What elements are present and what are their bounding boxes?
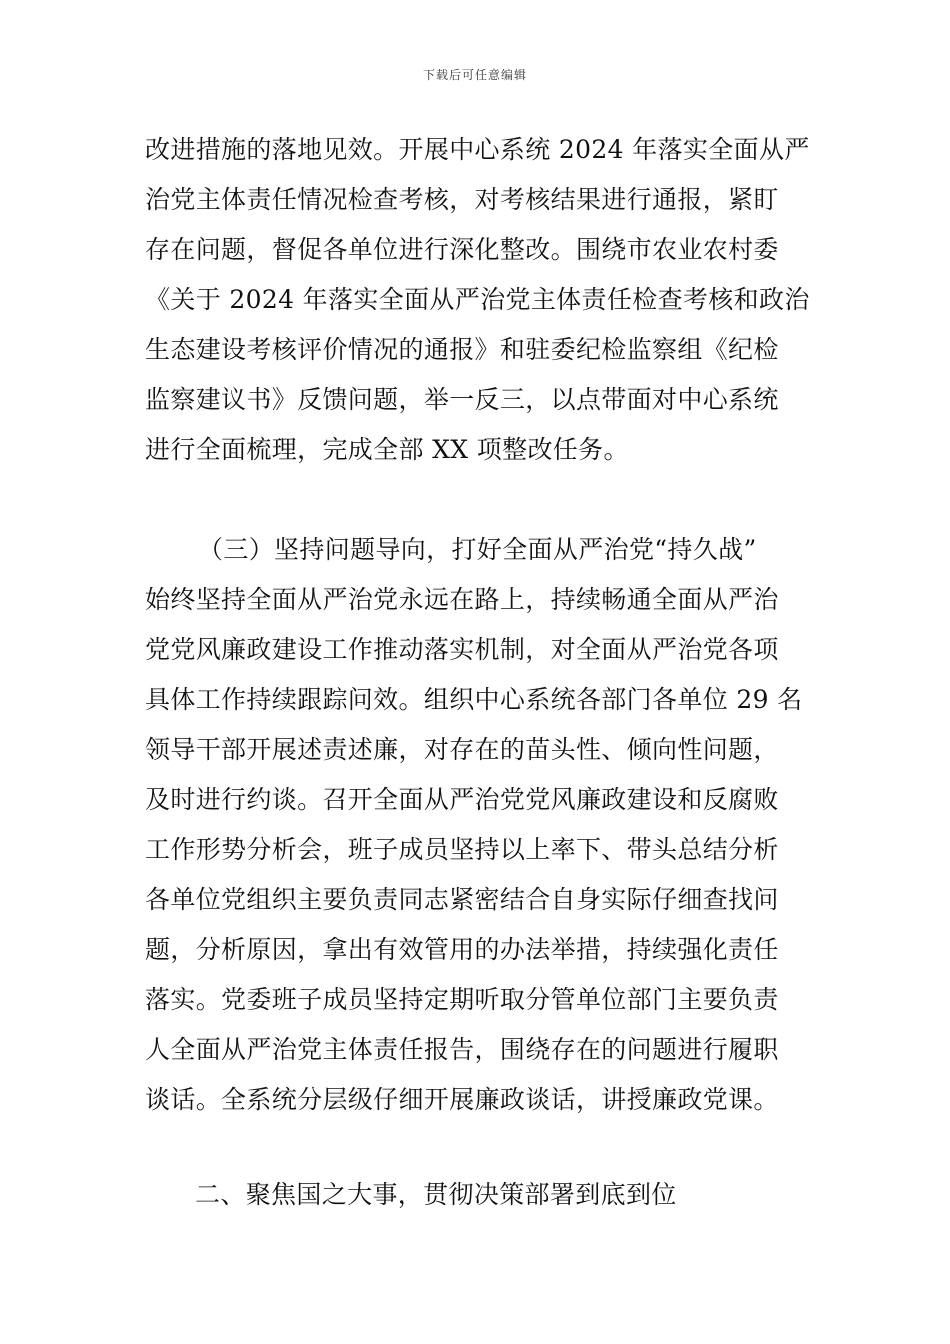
text-line: 工作形势分析会，班子成员坚持以上率下、带头总结分析 bbox=[145, 835, 779, 864]
text-line: 谈话。全系统分层级仔细开展廉政谈话，讲授廉政党课。 bbox=[145, 1085, 779, 1114]
download-editable-note: 下载后可任意编辑 bbox=[422, 68, 527, 82]
text-line: 党党风廉政建设工作推动落实机制，对全面从严治党各项 bbox=[145, 635, 779, 664]
text-line: 具体工作持续跟踪问效。组织中心系统各部门各单位 29 名 bbox=[145, 685, 803, 714]
text-line: 及时进行约谈。召开全面从严治党党风廉政建设和反腐败 bbox=[145, 785, 779, 814]
text-line: 存在问题，督促各单位进行深化整改。围绕市农业农村委 bbox=[145, 235, 779, 264]
text-line: 落实。党委班子成员坚持定期听取分管单位部门主要负责 bbox=[145, 985, 779, 1014]
text-line: 改进措施的落地见效。开展中心系统 2024 年落实全面从严 bbox=[145, 135, 810, 164]
section-two-heading: 二、聚焦国之大事，贯彻决策部署到底到位 bbox=[195, 1180, 677, 1209]
text-line: 生态建设考核评价情况的通报》和驻委纪检监察组《纪检 bbox=[145, 335, 779, 364]
text-line: 《关于 2024 年落实全面从严治党主体责任检查考核和政治 bbox=[145, 285, 810, 314]
text-line: 题，分析原因，拿出有效管用的办法举措，持续强化责任 bbox=[145, 935, 779, 964]
text-line: 进行全面梳理，完成全部 XX 项整改任务。 bbox=[145, 435, 629, 464]
text-line: 治党主体责任情况检查考核，对考核结果进行通报，紧盯 bbox=[145, 185, 779, 214]
text-line: 人全面从严治党主体责任报告，围绕存在的问题进行履职 bbox=[145, 1035, 779, 1064]
section-3-heading: （三）坚持问题导向，打好全面从严治党“持久战” bbox=[198, 535, 757, 564]
text-line: 各单位党组织主要负责同志紧密结合自身实际仔细查找问 bbox=[145, 885, 779, 914]
text-line: 领导干部开展述责述廉，对存在的苗头性、倾向性问题， bbox=[145, 735, 779, 764]
text-line: 监察建议书》反馈问题，举一反三，以点带面对中心系统 bbox=[145, 385, 779, 414]
text-line: 始终坚持全面从严治党永远在路上，持续畅通全面从严治 bbox=[145, 585, 779, 614]
